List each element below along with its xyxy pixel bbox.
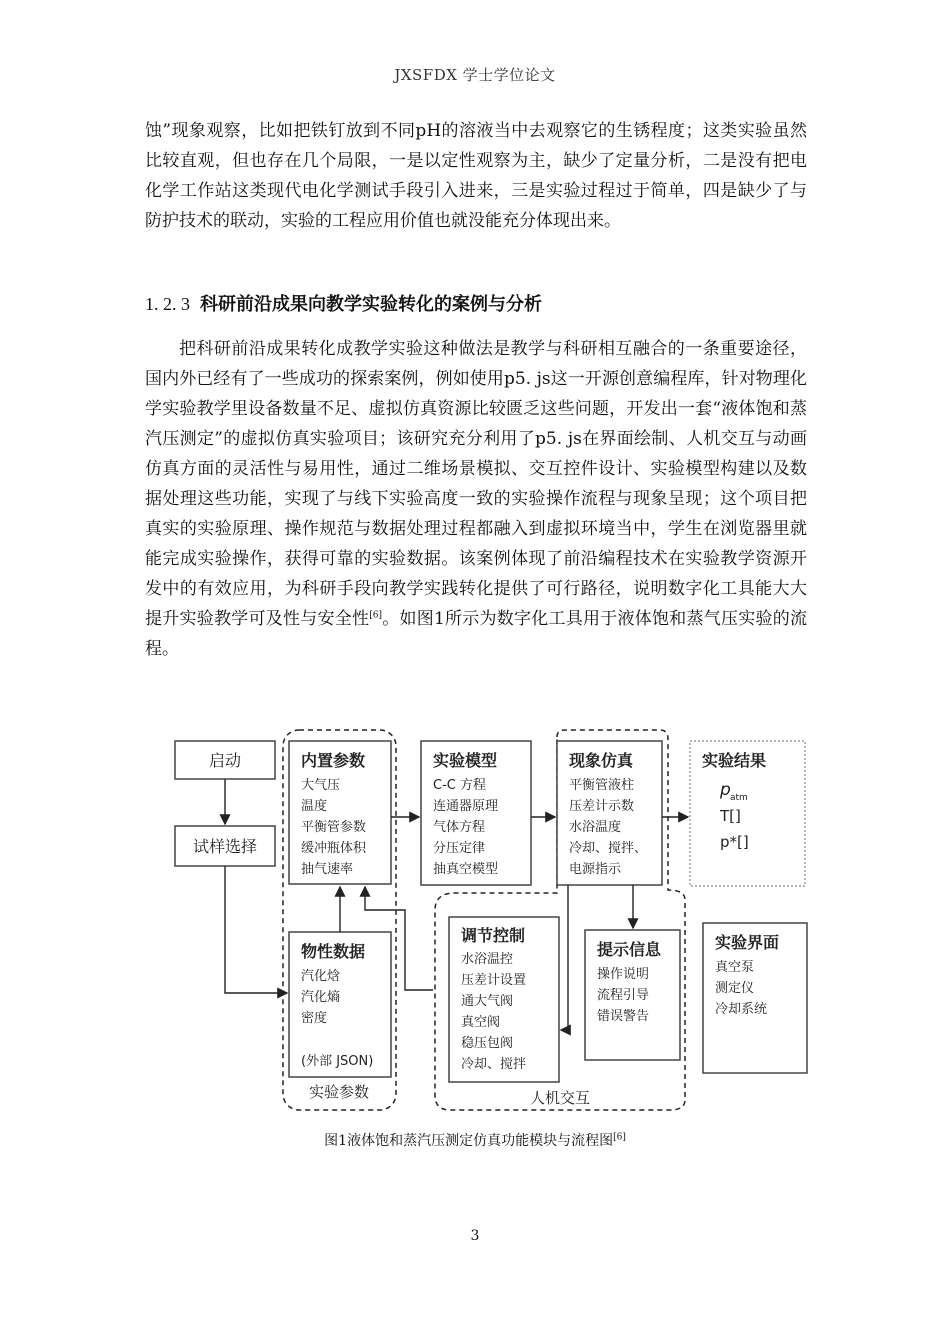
control-item: 冷却、搅拌 bbox=[461, 1057, 527, 1072]
builtin-title: 内置参数 bbox=[301, 751, 366, 770]
citation: [6] bbox=[369, 610, 382, 621]
flowchart bbox=[165, 725, 810, 1120]
section-title: 科研前沿成果向教学实验转化的案例与分析 bbox=[200, 294, 542, 315]
hint-item: 错误警告 bbox=[597, 1009, 650, 1024]
builtin-item: 大气压 bbox=[301, 778, 341, 793]
phenom-item: 压差计示数 bbox=[569, 799, 635, 814]
model-item: 抽真空模型 bbox=[433, 862, 499, 877]
hint-item: 流程引导 bbox=[597, 988, 650, 1003]
caption-text: 图1液体饱和蒸汽压测定仿真功能模块与流程图 bbox=[324, 1133, 614, 1149]
paragraph-2-text: 把科研前沿成果转化成教学实验这种做法是教学与科研相互融合的一条重要途径，国内外已经有了一些成功的探索案例，例如使用p5. js这一开源创意编程库，针对物理化学实验教学里设备数量不足、虚拟仿真资源比较匮乏这些问题，开发出一套“液体饱和蒸汽压测定”的虚拟仿真实验项目；该研究充分利用了p5. js在界面绘制、人机交互与动画仿真方面的灵活性与易用性，通过二维场景模拟、交互控件设计、实验模型构建以及数据处理这些功能，实现了与线下实验高度一致的实验操作流程与现象呈现；这个项目把真实的实验原理、操作规范与数据处理过程都融入到虚拟环境当中，学生在浏览器里就能完成实验操作，获得可靠的实验数据。该案例体现了前沿编程技术在实验教学资源开发中的有效应用，为科研手段向教学实践转化提供了可行路径，说明数字化工具能大大提升实验教学可及性与安全性 bbox=[145, 339, 807, 629]
model-item: 分压定律 bbox=[433, 841, 486, 856]
builtin-item: 平衡管参数 bbox=[301, 820, 367, 835]
control-item: 水浴温控 bbox=[461, 952, 514, 967]
result-title: 实验结果 bbox=[702, 751, 767, 770]
control-item: 压差计设置 bbox=[461, 973, 527, 988]
props-title: 物性数据 bbox=[301, 942, 366, 961]
group-params-label: 实验参数 bbox=[308, 1083, 370, 1101]
result-item: p*[] bbox=[720, 833, 749, 851]
ui-item: 测定仪 bbox=[715, 981, 755, 996]
paragraph-2-tail: 。如图1所示为数字化工具用于液体饱和蒸气压实验的流程。 bbox=[145, 609, 807, 659]
section-heading bbox=[145, 290, 542, 316]
sample-select-label: 试样选择 bbox=[192, 837, 258, 856]
ui-item: 真空泵 bbox=[715, 960, 755, 975]
result-item: T[] bbox=[720, 807, 741, 825]
hint-item: 操作说明 bbox=[597, 967, 650, 982]
builtin-item: 缓冲瓶体积 bbox=[301, 841, 367, 856]
phenom-item: 平衡管液柱 bbox=[569, 778, 635, 793]
running-header: JXSFDX 学士学位论文 bbox=[394, 66, 556, 84]
props-note: (外部 JSON) bbox=[301, 1054, 374, 1069]
start-label: 启动 bbox=[208, 751, 242, 770]
phenom-item: 冷却、搅拌、 bbox=[569, 841, 648, 856]
control-item: 真空阀 bbox=[461, 1015, 501, 1030]
model-item: C-C 方程 bbox=[433, 778, 486, 793]
phenom-item: 电源指示 bbox=[569, 862, 622, 877]
control-title: 调节控制 bbox=[461, 926, 526, 945]
props-item: 汽化焓 bbox=[301, 969, 341, 984]
paragraph-2 bbox=[145, 334, 807, 664]
result-sub: atm bbox=[730, 793, 748, 803]
ui-title: 实验界面 bbox=[715, 933, 780, 952]
arrow-select-to-props bbox=[225, 866, 287, 993]
ui-item: 冷却系统 bbox=[715, 1002, 768, 1017]
props-item: 密度 bbox=[301, 1011, 328, 1026]
phenom-item: 水浴温度 bbox=[569, 820, 622, 835]
props-item: 汽化熵 bbox=[301, 990, 341, 1005]
control-item: 稳压包阀 bbox=[461, 1036, 514, 1051]
control-item: 通大气阀 bbox=[461, 994, 514, 1009]
arrow-phenom-to-control bbox=[561, 885, 568, 1030]
phenom-title: 现象仿真 bbox=[569, 751, 634, 770]
page-number: 3 bbox=[470, 1228, 480, 1244]
model-title: 实验模型 bbox=[433, 751, 498, 770]
flowchart-figure bbox=[165, 725, 810, 1120]
result-item: p bbox=[720, 780, 731, 800]
hint-title: 提示信息 bbox=[597, 940, 662, 959]
section-number: 1. 2. 3 bbox=[145, 294, 190, 314]
builtin-item: 温度 bbox=[301, 799, 328, 814]
group-hci-label: 人机交互 bbox=[529, 1089, 591, 1107]
figure-caption bbox=[0, 1130, 950, 1150]
paragraph-1: 蚀”现象观察，比如把铁钉放到不同pH的溶液当中去观察它的生锈程度；这类实验虽然比较直观，但也存在几个局限，一是以定性观察为主，缺少了定量分析，二是没有把电化学工作站这类现代电化学测试手段引入进来，三是实验过程过于简单，四是缺少了与防护技术的联动，实验的工程应用价值也就没能充分体现出来。 bbox=[145, 121, 807, 231]
caption-citation: [6] bbox=[613, 1132, 626, 1143]
model-item: 连通器原理 bbox=[433, 799, 499, 814]
builtin-item: 抽气速率 bbox=[301, 862, 354, 877]
model-item: 气体方程 bbox=[433, 820, 486, 835]
